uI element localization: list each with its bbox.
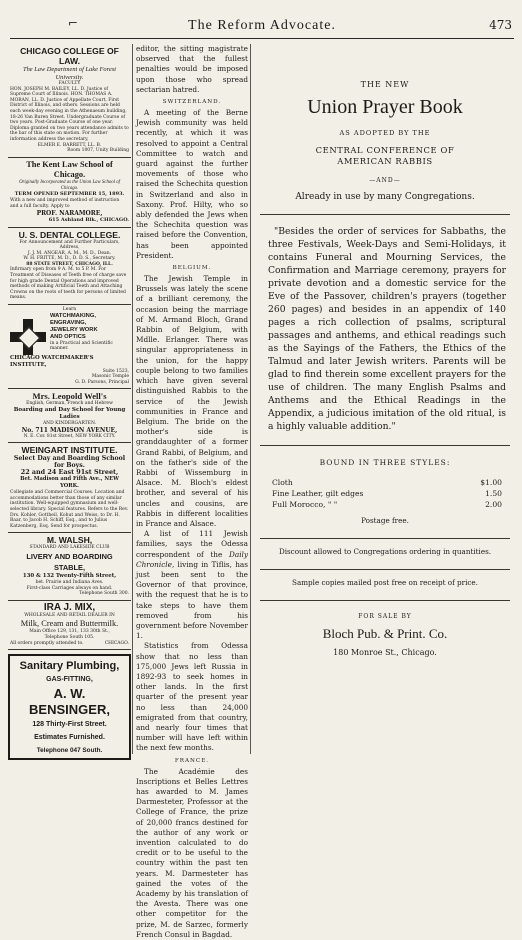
advertisement-column [8,44,131,760]
price-row [272,488,502,499]
ad-conference [254,145,516,167]
article-paragraph: The Académie des Inscriptions et Belles Lettres has awarded to M. James Darmesteter, Professor at the College of France, the prize of 20,000 francs destined for the author of any work or invention calculated to do credit or to be useful to the country within the past ten years. M. Darmesteter has gained the votes of the Academy by his translation of the Avesta. There was one other competitor for the prize, M. de Sarzec, formerly French Consul in Bagdad. [136,766,248,939]
divider [260,569,510,570]
price-row [272,477,502,488]
ad-person: G. D. Parsons, Principal [75,379,129,385]
ad-kindergarten: AND KINDERGARTEN. [42,421,97,426]
ad-line: WATCHMAKING, [50,312,96,319]
article-text: A list of 111 Jewish families, says the Odessa correspondent of the [136,529,248,559]
ad-sample: Sample copies mailed post free on receipt of price. [292,578,478,587]
ad-phone: Telephone 047 South. [36,747,103,755]
ad-adopted: AS ADOPTED BY THE [339,129,431,137]
ad-title: Union Prayer Book [307,96,463,118]
ad-kent-law-school [8,158,131,228]
section-heading: FRANCE. [174,757,210,764]
ad-discount: Discount allowed to Congregations ordering in quantities. [278,547,492,556]
ad-line: AND OPTICS [50,333,86,340]
ad-product: Milk, Cream and Buttermilk. [20,619,119,629]
column-divider [132,44,133,754]
ad-title: U. S. DENTAL COLLEGE. [18,229,121,240]
ad-carriages: First-class Carriages always on hand. [26,585,113,591]
price-label: Fine Leather, gilt edges [272,489,364,498]
ad-body: in a Practical and Scientific manner. [50,340,113,352]
ad-kicker: THE NEW [360,80,410,89]
ad-phone: Telephone South 105. [44,634,95,640]
ad-name: A. W. BENSINGER, [29,686,110,718]
ad-corner: N. E. Cor. 81st Street, NEW YORK CITY. [23,433,116,439]
ad-watchmakers-institute [8,305,131,389]
ad-dean: J. J. M. ANGEAR, A. M., M. D., Dean. [27,250,112,256]
ad-school: Select Day and Boarding School for Boys. [13,455,126,470]
ad-title: Sanitary Plumbing, [19,660,120,673]
ad-school: Boarding and Day School for Young Ladies [13,407,126,420]
ad-body: HON. JOSEPH M. BAILEY, LL. D. Justice of Supreme Court of Illinois. HON. THOMAS A. MORAN, LL. D. Justice of Appellate Court, First District of Illinois, and others. Sessions are held each week-day evening in the Athenaeum building, 18-26 Van Buren Street. Undergraduate Course of two years. Post-Graduate Course of one year. Diploma granted on two years attendance admits to the bar of this state on motion. For further information address the secretary, [10,86,129,142]
article-paragraph: The Jewish Temple in Brussels was lately the scene of a brilliant ceremony, the occasion being the marriage of M. Armand Bloch, Grand Rabbin of Belgium, with Mdlle. Erlanger. There was singular appropriateness in the union, for the happy couple belong to two families which have given several distinguished Rabbis to the service of the Jewish communities in France and Belgium. The bride on the mother's side is granddaughter of a former Grand Rabbi, of Belgium, and on the father's side of the Rabbi of Wissemburg in Alsace. M. Bloch's eldest brother, and several of his uncles and cousins, are Rabbis in different localities in France and Alsace. [136,274,248,528]
ad-temple: Masonic Temple [91,374,129,380]
price-label: Cloth [272,478,293,487]
ad-chicago-college-of-law [8,44,131,158]
ad-subtitle: English, German, French and Hebrew [26,401,113,407]
divider [260,445,510,446]
ad-address: Room 1007, Unity Building [67,148,129,154]
section-heading: BELGIUM. [172,265,212,272]
article-paragraph: Statistics from Odessa show that no less than 175,000 Jews left Russia in 1892-93 to seek homes in other lands. In the first quarter of the present year no less than 24,000 emigrated from that country, and nearly four times that number will have left within the next few months. [136,641,248,753]
ad-stable: LIVERY AND BOARDING STABLE, [26,551,113,572]
section-heading: SWITZERLAND. [162,99,222,106]
ad-between: bet. Prairie and Indiana Aves. [35,579,104,585]
column-divider [250,44,251,754]
newspaper-title: Daily Chronicle [136,549,248,569]
ad-heading: FACULTY [58,81,81,86]
ad-conference-line: AMERICAN RABBIS [337,156,433,166]
ad-leopold-wells-school [8,389,131,443]
ad-postage: Postage free. [361,516,409,525]
ad-description: "Besides the order of services for Sabbaths, the three Festivals, Week-Days and Semi-Holidays, it contains Funeral and Mourning Services, the Confirmation and Marriage ceremony, prayers for private devotion and a domestic service for the Eve of the Passover, children's prayers (together 260 pages) and besides in an appendix of 140 pages a rich collection of psalms, scriptural passages and anthems, and ethical readings such as the Sayings of the Fathers, the Ethics of the Talmud and later Jewish writers. Parents will be glad to find therein some excellent prayers for the use of children. The many English Psalms and Anthems and the Ethical Readings in the Appendix, a judicious imitation of the old ritual, is a highly valuable addition." [268,226,506,432]
ad-subtitle: The Law Department of Lake Forest University. [23,66,116,81]
ad-contact: ELMER E. BARRETT, LL. B. [37,142,102,148]
ad-person: PROF. NARAMORE, [36,209,103,217]
ad-title: WEINGART INSTITUTE. [21,445,118,456]
price-value: 1.50 [485,489,502,498]
masthead-title: The Reform Advocate. [188,18,336,33]
ad-conference-line: CENTRAL CONFERENCE OF [315,145,455,155]
ad-us-dental-college [8,228,131,306]
ad-title: Mrs. Leopold Well's [32,391,107,402]
price-label: Full Morocco, " " [272,500,338,509]
ad-city: CHICAGO. [104,640,129,646]
price-row [272,499,502,510]
ad-lead: Learn [62,307,77,313]
ad-trade: WHOLESALE AND RETAIL DEALER IN [24,612,115,618]
ad-line: ENGRAVING, [50,319,87,326]
printer-mark: ⌐ [68,16,79,30]
price-value: $1.00 [480,478,502,487]
ad-address: 128 Thirty-First Street. [32,721,107,729]
price-list [272,477,502,510]
ad-publisher: Bloch Pub. & Print. Co. [322,626,448,641]
news-column [136,44,248,940]
ad-line: JEWELRY WORK [50,326,98,333]
ad-orders: All orders promptly attended to. [10,640,84,646]
page-number: 473 [489,18,512,32]
ad-for-sale: FOR SALE BY [358,613,412,620]
ad-ira-j-mix [8,601,131,650]
article-paragraph [136,529,248,641]
ad-suite: Suite 1523, [102,368,129,374]
ad-club: STANDARD AND LAKESIDE CLUB [29,545,110,551]
divider [260,214,510,215]
ad-street: 88 STATE STREET, CHICAGO, ILL. [26,261,113,267]
ad-title: IRA J. MIX, [43,601,96,613]
ad-subtitle: GAS-FITTING, [46,676,93,684]
article-paragraph: editor, the sitting magistrate observed that the fullest penalties would be imposed upon those who spread sectarian hatred. [136,44,248,94]
ad-term: TERM OPENED SEPTEMBER 15, 1893. [14,191,125,198]
ad-m-walsh-stable [8,533,131,600]
ad-address: 615 Ashland Blk., CHICAGO. [48,216,129,223]
ad-weingart-institute [8,443,131,533]
ad-title: CHICAGO COLLEGE OF LAW. [20,46,119,66]
ad-secretary: W. H. FRITTE, M. D., D. D. S., Secretary. [23,256,116,262]
ad-phone: Telephone South 300. [79,591,129,597]
page-header [10,12,514,39]
ad-estimates: Estimates Furnished. [34,734,105,742]
ad-title: M. WALSH, [46,535,93,546]
ad-title: CHICAGO WATCHMAKER'S INSTITUTE, [10,354,94,368]
ad-body: For Announcement and Further Particulars, Address, [19,239,120,251]
ad-address: No. 711 MADISON AVENUE, [21,426,118,434]
ad-address: 130 & 132 Twenty-Fifth Street, [22,572,117,579]
maltese-cross-icon [10,319,46,355]
ad-note: Infirmary open from 9 A. M. to 5 P. M. For Treatment of Diseases of Teeth free of charge save for high grade Dental Operations and improved methods of making Artificial Teeth and Attaching Crowns on the roots of teeth for persons of limited means. [10,267,127,301]
ad-body: With a new and improved method of instruction and a full faculty. Apply to [10,198,120,209]
ad-use: Already in use by many Congregations. [295,192,475,202]
prayer-book-advertisement [254,44,516,657]
divider [260,600,510,601]
divider [260,538,510,539]
ad-publisher-address: 180 Monroe St., Chicago. [333,648,437,657]
ad-subtitle: Originally Incorporated as the Union Law School of Chicago. [19,179,120,191]
price-value: 2.00 [485,500,502,509]
ad-between: Bet. Madison and Fifth Ave., NEW YORK. [20,476,119,490]
ad-street: 22 and 24 East 91st Street, [20,468,119,477]
ad-body: Collegiate and Commercial Courses. Location and accommodations better than those of any similar institution. Well-equipped gymnasium and well-selected library. Special features. Refers to the Rev. Drs. Kohler, Gottheil, Kohut and Weiss, to Dr. H. Baar, to Jacob H. Schiff, Esq., and to Julius Katzenberg, Esq. Send for prospectus. [10,490,129,529]
ad-bound: BOUND IN THREE STYLES: [319,458,451,467]
article-paragraph: A meeting of the Berne Jewish community was held recently, at which it was resolved to appoint a Central Committee to watch and guard against the further movements of those who raised the Schechita question in Switzerland and also in Saxony. Prof. Hilty, who so ably defended the Jews when the Schechita question was raised before the Convention, has been appointed President. [136,108,248,260]
article-text: , living in Tiflis, has just been sent to the Governor of that province, with the request that he is to take steps to have them removed from his government before November 1. [136,559,248,641]
ad-office: Main Office 129, 131, 133 30th St., [29,629,110,635]
ad-and: —AND— [369,177,401,184]
ad-sanitary-plumbing [8,654,131,760]
ad-title: The Kent Law School of Chicago. [26,159,113,179]
